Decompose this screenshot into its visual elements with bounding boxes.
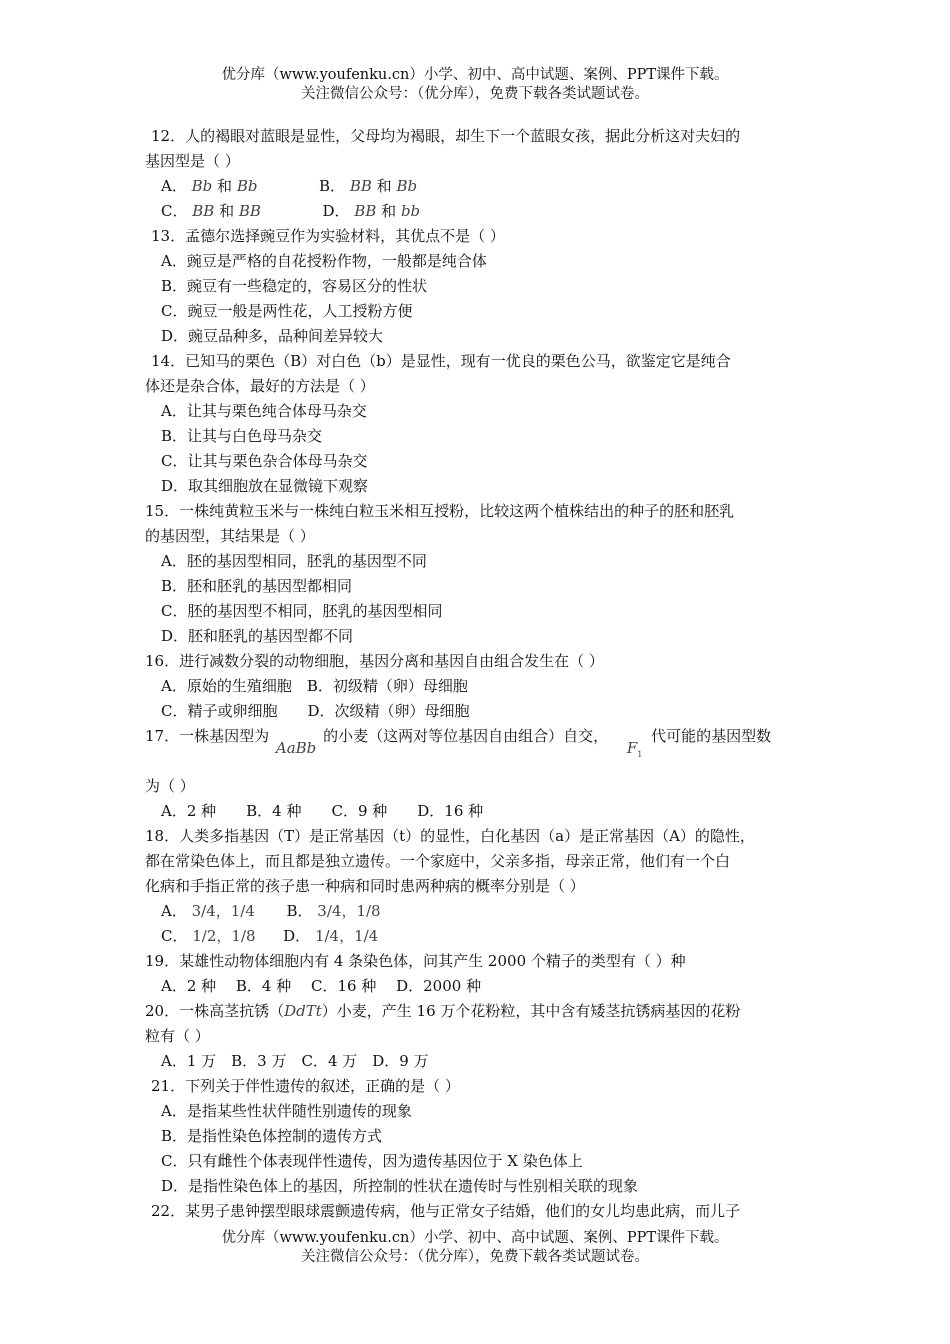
q18-d-label: D． (283, 927, 311, 945)
q15-stem-line1: 15．一株纯黄粒玉米与一株纯白粒玉米相互授粉，比较这两个植株结出的种子的胚和胚乳 (145, 502, 735, 520)
q20-stem-a: 20．一株高茎抗锈（ (145, 1002, 285, 1020)
q18-stem-line2: 都在常染色体上，而且都是独立遗传。一个家庭中，父亲多指，母亲正常，他们有一个白 (145, 852, 731, 870)
q15-option-a: A．胚的基因型相同，胚乳的基因型不同 (161, 552, 427, 570)
q18-c-value: 1/2，1/8 (192, 927, 256, 945)
q13-option-c: C．豌豆一般是两性花，人工授粉方便 (161, 302, 413, 320)
q17-stem-line1 (145, 724, 815, 774)
q18-b-label: B． (286, 902, 313, 920)
q14-option-c: C．让其与栗色杂合体母马杂交 (161, 452, 368, 470)
q15-stem-line2: 的基因型，其结果是（ ） (145, 527, 315, 545)
q12-d-and: 和 (381, 202, 397, 220)
page-footer (0, 1229, 950, 1267)
q18-options-ab (145, 899, 815, 924)
q22-stem-line1: 22．某男子患钟摆型眼球震颤遗传病，他与正常女子结婚，他们的女儿均患此病，而儿子 (151, 1202, 741, 1220)
q12-a-genotype-2: Bb (236, 177, 258, 195)
q20-stem-line1 (145, 999, 815, 1024)
q15-option-c: C．胚的基因型不相同，胚乳的基因型相同 (161, 602, 443, 620)
q20-genotype: DdTt (284, 1002, 322, 1020)
q13-option-d: D．豌豆品种多，品种间差异较大 (161, 327, 384, 345)
q21-option-d: D．是指性染色体上的基因，所控制的性状在遗传时与性别相关联的现象 (161, 1177, 639, 1195)
q14-option-a: A．让其与栗色纯合体母马杂交 (161, 402, 367, 420)
q12-b-label: B． (319, 177, 346, 195)
q16-options-cd: C．精子或卵细胞 D．次级精（卵）母细胞 (161, 702, 470, 720)
q14-stem-line1: 14．已知马的栗色（B）对白色（b）是显性，现有一优良的栗色公马，欲鉴定它是纯合 (151, 352, 731, 370)
q14-option-d: D．取其细胞放在显微镜下观察 (161, 477, 369, 495)
footer-line-2: 关注微信公众号：（优分库），免费下载各类试题试卷。 (301, 1249, 649, 1265)
q12-c-genotype-2: BB (238, 202, 261, 220)
q20-stem-line2: 粒有（ ） (145, 1027, 210, 1045)
q12-b-genotype-2: Bb (396, 177, 418, 195)
q21-option-a: A．是指某些性状伴随性别遗传的现象 (161, 1102, 412, 1120)
q19-stem: 19．某雄性动物体细胞内有 4 条染色体，问其产生 2000 个精子的类型有（ ）种 (145, 952, 686, 970)
q12-stem-line2: 基因型是（ ） (145, 152, 240, 170)
q21-option-c: C．只有雌性个体表现伴性遗传，因为遗传基因位于 X 染色体上 (161, 1152, 583, 1170)
q17-f1-symbol (627, 736, 643, 767)
q17-genotype: AaBb (275, 739, 317, 757)
q17-stem-b: 的小麦（这两对等位基因自由组合）自交， (323, 727, 609, 745)
footer-line-1: 优分库（www.youfenku.cn）小学、初中、高中试题、案例、PPT课件下载。 (221, 1230, 729, 1246)
q12-c-genotype-1: BB (192, 202, 215, 220)
q14-option-b: B．让其与白色母马杂交 (161, 427, 323, 445)
q12-a-and: 和 (217, 177, 233, 195)
question-list (145, 124, 815, 1224)
q17-stem-c: 代可能的基因型数 (651, 727, 772, 745)
q12-d-label: D． (322, 202, 350, 220)
q12-d-genotype-2: bb (400, 202, 421, 220)
q14-stem-line2: 体还是杂合体，最好的方法是（ ） (145, 377, 375, 395)
header-line-1: 优分库（www.youfenku.cn）小学、初中、高中试题、案例、PPT课件下载。 (221, 67, 729, 83)
q18-d-value: 1/4，1/4 (314, 927, 379, 945)
q19-options: A．2 种 B．4 种 C．16 种 D．2000 种 (161, 977, 482, 995)
q18-b-value: 3/4，1/8 (317, 902, 381, 920)
q12-a-genotype-1: Bb (191, 177, 213, 195)
q17-f-sub: 1 (637, 750, 643, 759)
q15-option-d: D．胚和胚乳的基因型都不同 (161, 627, 354, 645)
q18-stem-line1: 18．人类多指基因（T）是正常基因（t）的显性，白化基因（a）是正常基因（A）的隐性， (145, 827, 755, 845)
q18-a-label: A． (161, 902, 187, 920)
q12-options-cd (145, 199, 815, 224)
q12-a-label: A． (161, 177, 187, 195)
q18-c-label: C． (161, 927, 188, 945)
q12-stem-line1: 12．人的褐眼对蓝眼是显性，父母均为褐眼，却生下一个蓝眼女孩，据此分析这对夫妇的 (151, 127, 741, 145)
q17-options: A．2 种 B．4 种 C．9 种 D．16 种 (161, 802, 484, 820)
q20-options: A．1 万 B．3 万 C．4 万 D．9 万 (161, 1052, 429, 1070)
q13-option-a: A．豌豆是严格的自花授粉作物，一般都是纯合体 (161, 252, 487, 270)
q18-options-cd (145, 924, 815, 949)
q18-a-value: 3/4，1/4 (191, 902, 255, 920)
q17-stem-line2: 为（ ） (145, 777, 195, 795)
page-header (0, 66, 950, 104)
q20-stem-b: ）小麦，产生 16 万个花粉粒，其中含有矮茎抗锈病基因的花粉 (321, 1002, 741, 1020)
q21-stem: 21．下列关于伴性遗传的叙述，正确的是（ ） (151, 1077, 460, 1095)
q18-stem-line3: 化病和手指正常的孩子患一种病和同时患两种病的概率分别是（ ） (145, 877, 585, 895)
q17-stem-a: 17．一株基因型为 (145, 727, 270, 745)
q12-c-label: C． (161, 202, 188, 220)
header-line-2: 关注微信公众号：（优分库），免费下载各类试题试卷。 (301, 86, 649, 102)
q16-stem: 16．进行减数分裂的动物细胞，基因分离和基因自由组合发生在（ ） (145, 652, 604, 670)
q17-f: F (626, 739, 638, 757)
q15-option-b: B．胚和胚乳的基因型都相同 (161, 577, 353, 595)
q12-b-and: 和 (376, 177, 392, 195)
q16-options-ab: A．原始的生殖细胞 B．初级精（卵）母细胞 (161, 677, 468, 695)
q12-c-and: 和 (219, 202, 235, 220)
q12-d-genotype-1: BB (354, 202, 377, 220)
q12-b-genotype-1: BB (349, 177, 372, 195)
q12-options-ab (145, 174, 815, 199)
q13-stem: 13．孟德尔选择豌豆作为实验材料，其优点不是（ ） (151, 227, 505, 245)
q13-option-b: B．豌豆有一些稳定的，容易区分的性状 (161, 277, 428, 295)
q21-option-b: B．是指性染色体控制的遗传方式 (161, 1127, 383, 1145)
